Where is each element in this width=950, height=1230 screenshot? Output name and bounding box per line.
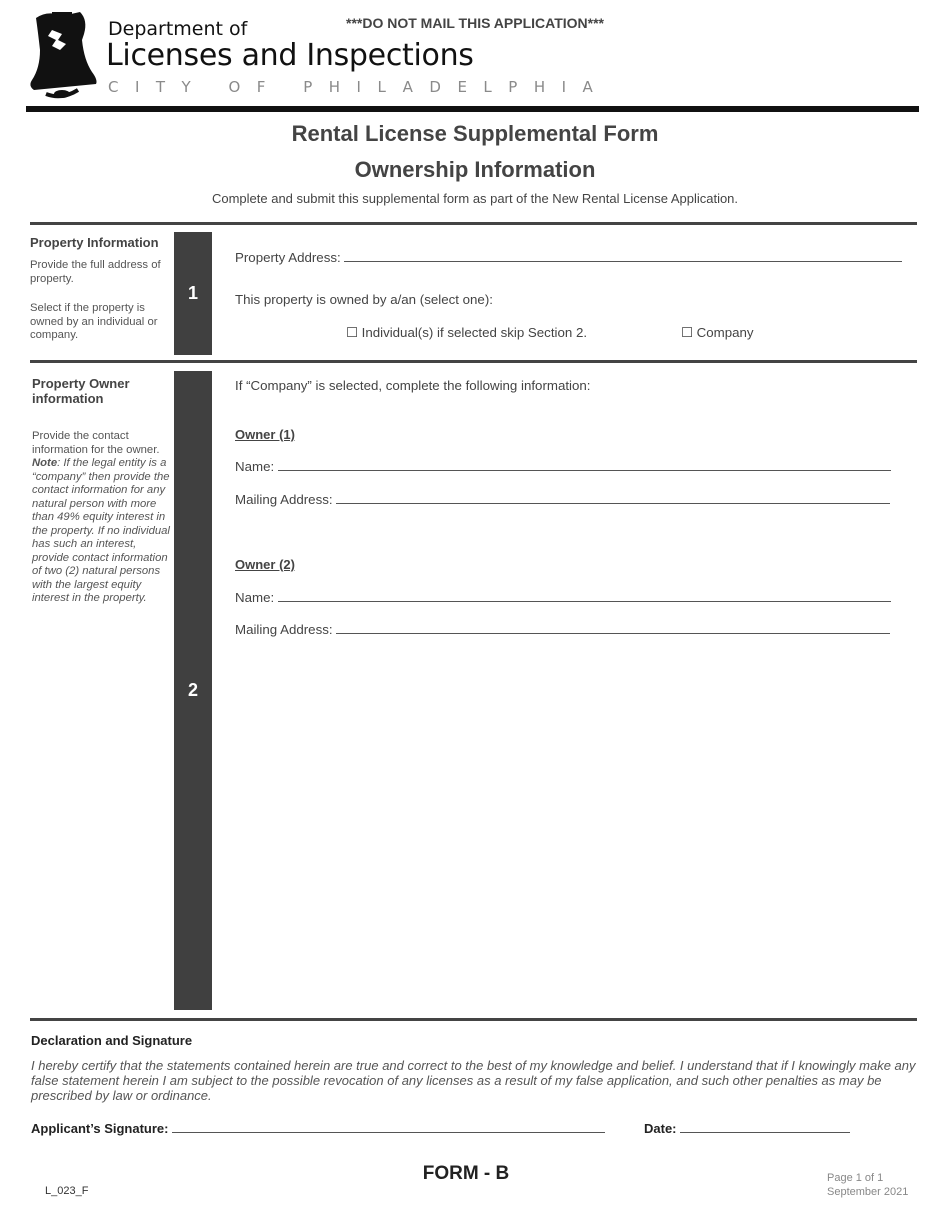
signature-label: Applicant’s Signature: (31, 1121, 169, 1136)
owner1-name-input[interactable] (278, 459, 891, 471)
owner2-mailing-field[interactable] (235, 622, 890, 637)
liberty-bell-icon (22, 10, 102, 100)
page-header (0, 0, 950, 105)
section1-number-bar: 1 (174, 232, 212, 355)
company-instruction: If “Company” is selected, complete the following information: (235, 378, 591, 393)
date-label: Date: (644, 1121, 677, 1136)
owner1-name-field[interactable] (235, 459, 891, 474)
section1-side-text: Select if the property is owned by an individual or company. (30, 302, 158, 341)
do-not-mail-notice: ***DO NOT MAIL THIS APPLICATION*** (346, 15, 604, 31)
section2-number-bar: 2 (174, 371, 212, 1010)
checkbox-individual[interactable]: ☐ (346, 325, 358, 340)
section1-side-heading: Property Information (30, 235, 159, 250)
section2-side-text (32, 430, 170, 606)
option-individual[interactable] (346, 325, 587, 341)
section2-side-heading: Property Owner information (32, 376, 130, 406)
city-label: CITY OF PHILADELPHIA (108, 78, 610, 96)
page-number: Page 1 of 1 (827, 1172, 884, 1184)
owned-by-label: This property is owned by a/an (select one): (235, 292, 493, 307)
property-address-label: Property Address: (235, 250, 341, 265)
option-company-label: Company (696, 325, 754, 340)
header-divider (26, 106, 919, 112)
form-intro: Complete and submit this supplemental form as part of the New Rental License Application. (211, 191, 739, 206)
declaration-heading: Declaration and Signature (31, 1033, 193, 1048)
department-label: Department of (108, 18, 248, 40)
property-address-input[interactable] (344, 250, 902, 262)
signature-input[interactable] (172, 1121, 605, 1133)
form-subtitle: Ownership Information (354, 157, 596, 182)
owner2-name-input[interactable] (278, 590, 891, 602)
owner1-mailing-label: Mailing Address: (235, 492, 333, 507)
owner2-mailing-label: Mailing Address: (235, 622, 333, 637)
form-title: Rental License Supplemental Form (291, 121, 659, 146)
section1-side-text: Provide the full address of property. (30, 259, 161, 285)
section-divider (30, 360, 917, 363)
form-id: L_023_F (45, 1185, 89, 1197)
owner1-heading: Owner (1) (235, 427, 295, 442)
section-divider (30, 222, 917, 225)
option-individual-label: Individual(s) if selected skip Section 2. (361, 325, 588, 340)
note-text: : If the legal entity is a “company” then provide the contact information for any natural person with more than 49% equity interest in the property. If no individual has such an interest, provide contact information of two (2) natural persons with the largest equity interest in the property. (32, 457, 170, 604)
department-name: Licenses and Inspections (106, 38, 474, 73)
section2-side-intro: Provide the contact information for the owner. (32, 430, 160, 456)
page-info (827, 1171, 908, 1199)
date-input[interactable] (680, 1121, 850, 1133)
owner2-name-label: Name: (235, 590, 275, 605)
declaration-text: I hereby certify that the statements contained herein are true and correct to the best of my knowledge and belief. I understand that if I knowingly make any false statement herein I am subject to the possible revocation of any licenses as a result of my false application, and such other penalties as may be prescribed by law or ordinance. (31, 1058, 916, 1103)
revision-date: September 2021 (827, 1186, 909, 1198)
checkbox-company[interactable]: ☐ (681, 325, 693, 340)
note-label: Note (32, 457, 58, 469)
owner1-name-label: Name: (235, 459, 275, 474)
owner1-mailing-field[interactable] (235, 492, 890, 507)
option-company[interactable] (681, 325, 754, 341)
property-address-field[interactable] (235, 250, 902, 265)
form-code: FORM - B (422, 1163, 510, 1184)
section-divider (30, 1018, 917, 1021)
owner2-mailing-input[interactable] (336, 622, 890, 634)
owner1-mailing-input[interactable] (336, 492, 890, 504)
owner2-name-field[interactable] (235, 590, 891, 605)
signature-field[interactable] (31, 1121, 605, 1136)
date-field[interactable] (644, 1121, 850, 1136)
owner2-heading: Owner (2) (235, 557, 295, 572)
